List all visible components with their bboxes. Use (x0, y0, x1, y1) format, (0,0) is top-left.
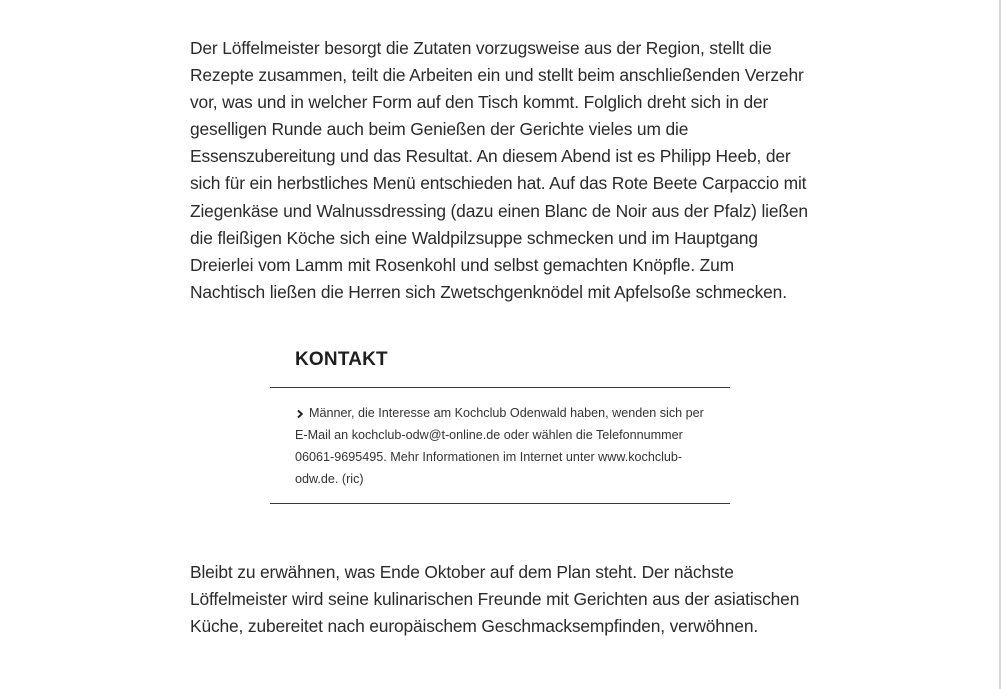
infobox-text: Männer, die Interesse am Kochclub Odenwald haben, wenden sich per E-Mail an kochclub-odw@t-online.de oder wählen die Telefonnummer 06061-9695495. Mehr Informationen im Internet unter www.kochclub-odw.de. (ric) (295, 406, 704, 486)
article-body (190, 35, 815, 306)
infobox-bottom-divider (270, 503, 730, 504)
infobox-body (270, 388, 730, 503)
infobox-title: KONTAKT (295, 349, 388, 370)
article-paragraph: Bleibt zu erwähnen, was Ende Oktober auf dem Plan steht. Der nächste Löffelmeister wird seine kulinarischen Freunde mit Gerichten aus der asiatischen Küche, zubereitet nach europäischem Geschmacksempfinden, verwöhnen. (190, 562, 800, 637)
chevron-right-icon (295, 409, 307, 419)
article-paragraph: Der Löffelmeister besorgt die Zutaten vorzugsweise aus der Region, stellt die Rezepte zusammen, teilt die Arbeiten ein und stellt beim anschließenden Verzehr vor, was und in welcher Form auf den Tisch kommt. Folglich dreht sich in der geselligen Runde auch beim Genießen der Gerichte vieles um die Essenszubereitung und das Resultat. An diesem Abend ist es Philipp Heeb, der sich für ein herbstliches Menü entschieden hat. Auf das Rote Beete Carpaccio mit Ziegenkäse und Walnussdressing (dazu einen Blanc de Noir aus der Pfalz) ließen die fleißigen Köche sich eine Waldpilzsuppe schmecken und im Hauptgang Dreierlei vom Lamm mit Rosenkohl und selbst gemachten Knöpfle. Zum Nachtisch ließen die Herren sich Zwetschgenknödel mit Apfelsoße schmecken. (190, 38, 808, 302)
article-body-continued (190, 559, 815, 640)
contact-infobox (270, 340, 730, 504)
